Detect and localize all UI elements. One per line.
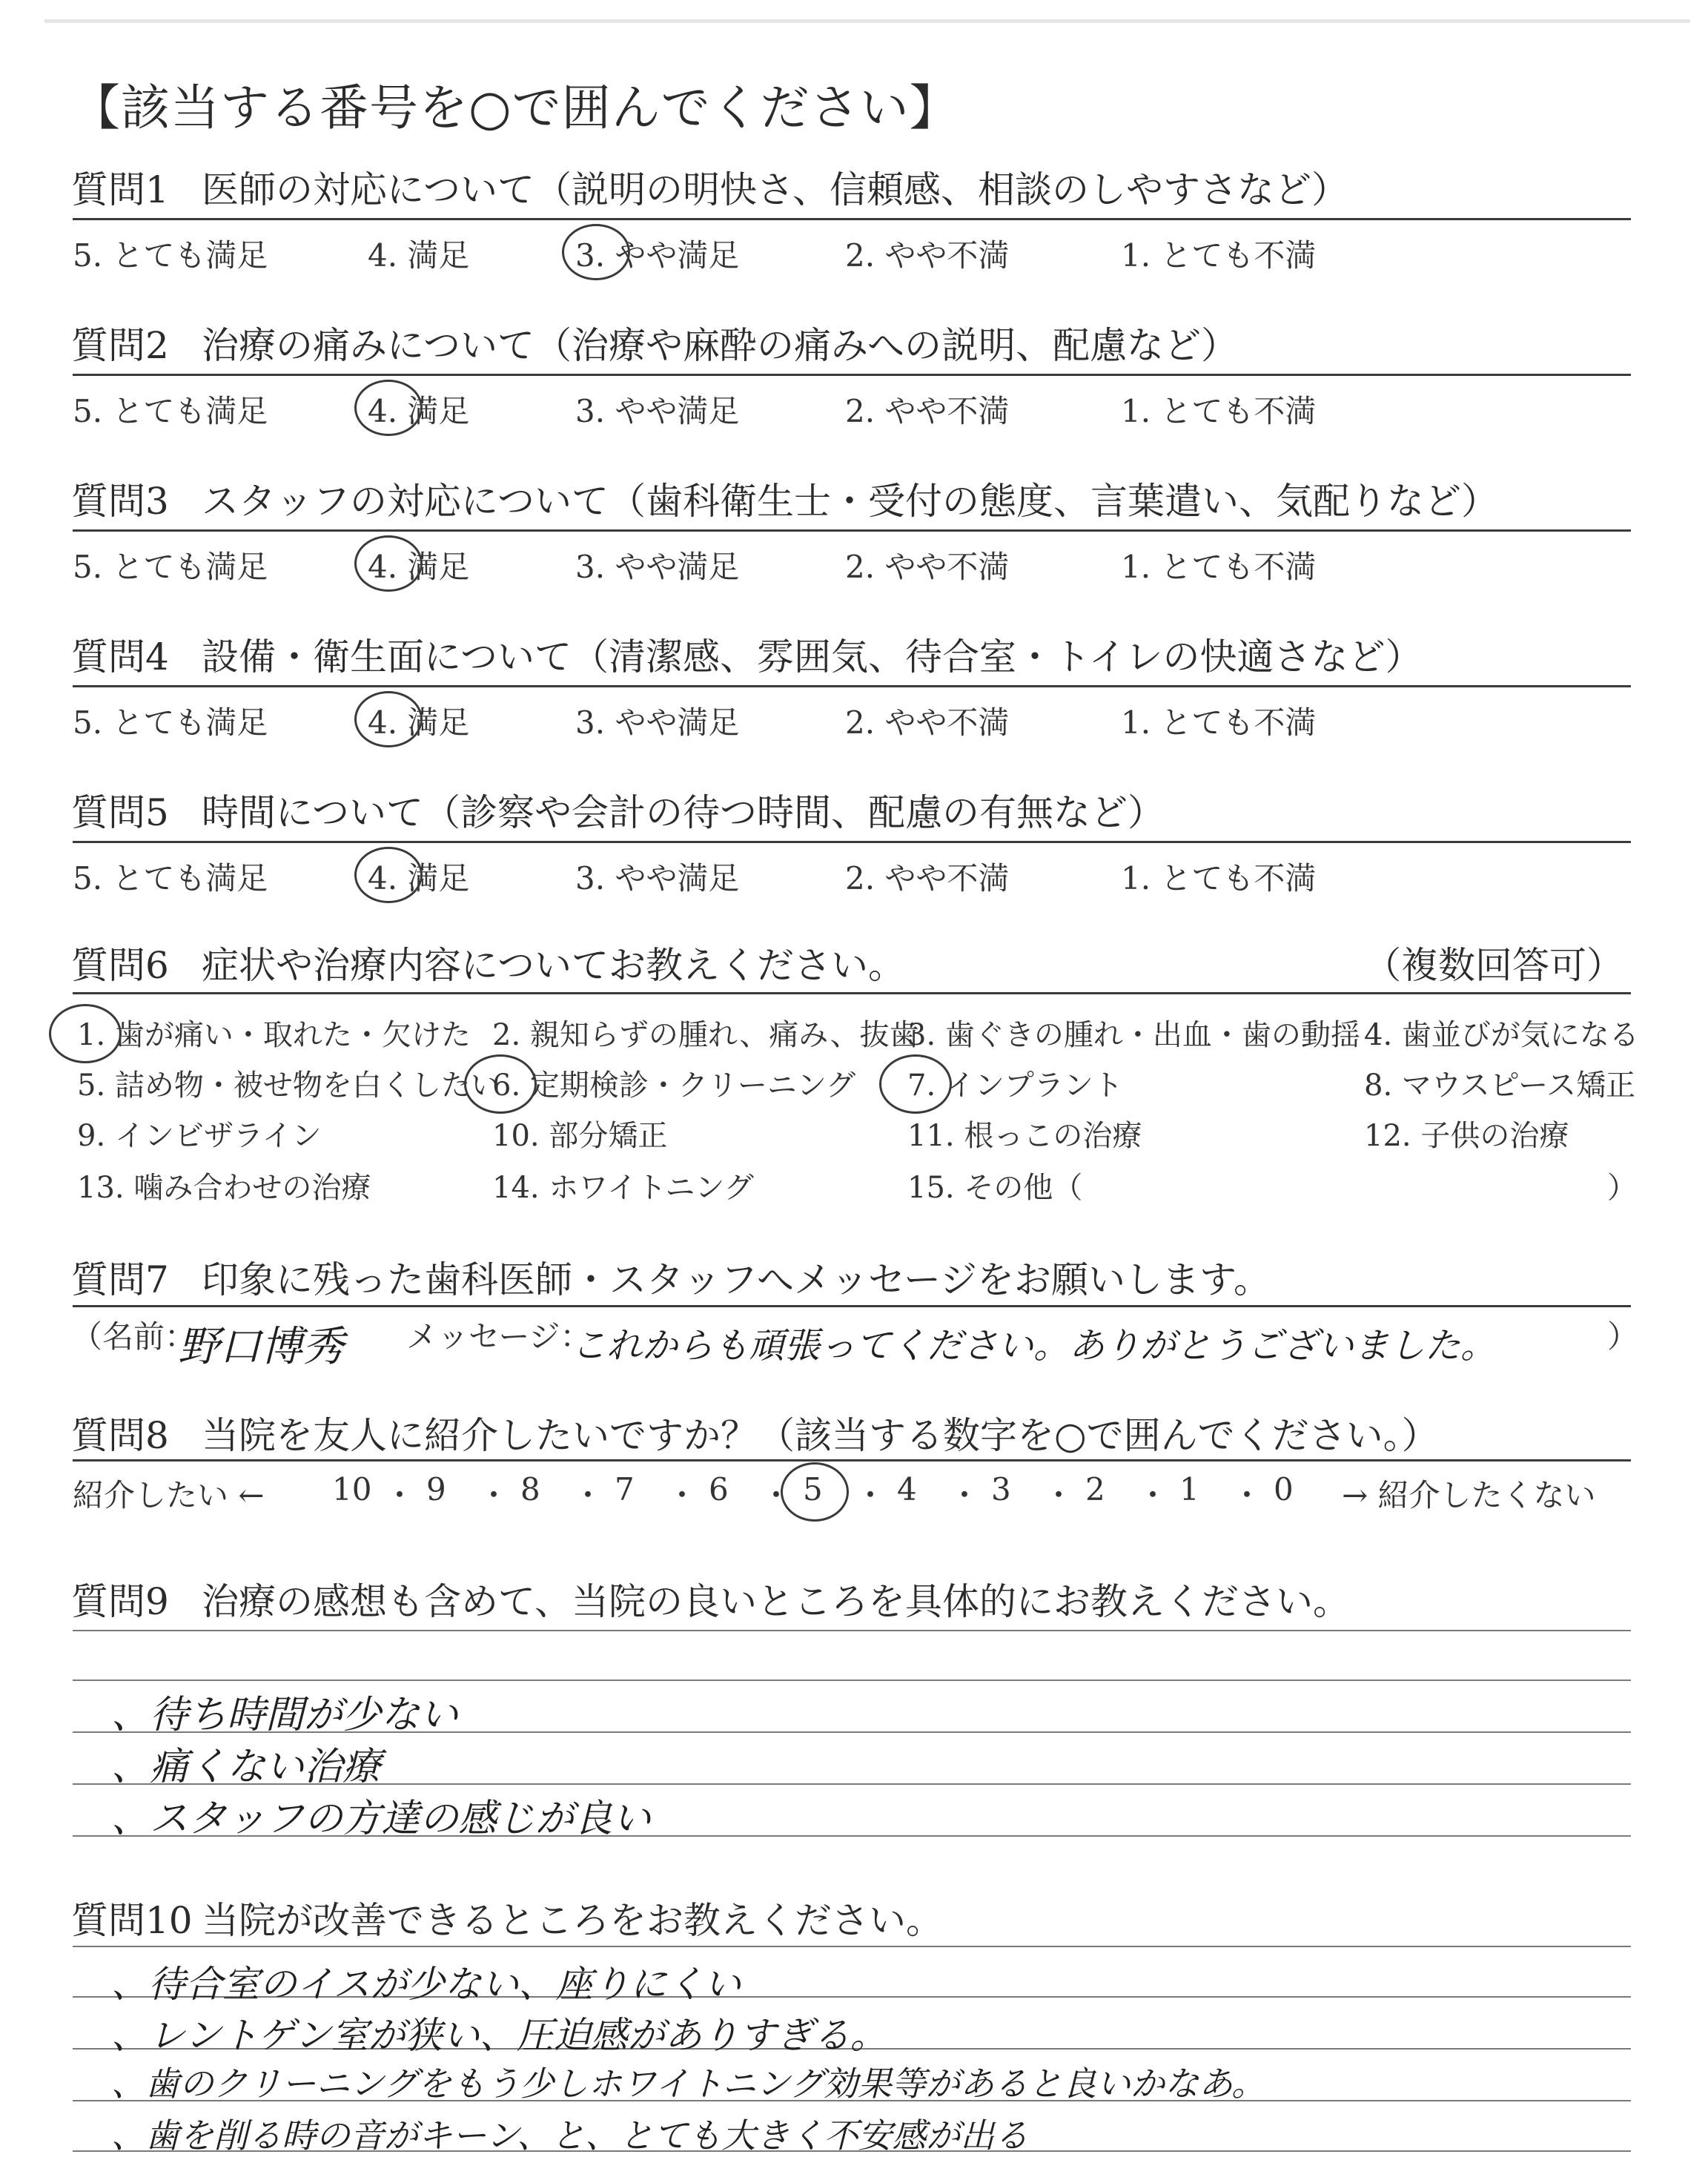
q8-scale-dot: ・ [1137,1477,1169,1513]
q7-name-value: 野口博秀 [178,1323,344,1371]
q5-option-5[interactable]: 5. とても満足 [73,860,268,896]
q8-scale-value[interactable]: 8 [520,1471,540,1507]
q4-selection-circle [354,691,423,747]
q6-note: （複数回答可） [1364,944,1623,987]
q2-label: 質問2 [71,324,169,367]
q3-rule [73,529,1631,532]
q6-item[interactable]: 5. 詰め物・被せ物を白くしたい [77,1069,500,1103]
q9-line [73,1630,1631,1631]
q10-answer: 、レントゲン室が狭い、圧迫感がありすぎる。 [111,2014,887,2057]
q5-option-3[interactable]: 3. やや満足 [575,860,740,896]
q3-text: スタッフの対応について（歯科衛生士・受付の態度、言葉遣い、気配りなど） [202,480,1498,523]
q1-option-5[interactable]: 5. とても満足 [73,237,268,274]
q9-answer: 、待ち時間が少ない [111,1693,459,1737]
q3-option-5[interactable]: 5. とても満足 [73,549,268,585]
q3-option-4[interactable]: 4. 満足 [368,549,470,585]
scan-top-edge [44,19,1690,23]
q4-option-1[interactable]: 1. とても不満 [1121,704,1317,741]
q7-label: 質問7 [71,1258,169,1301]
q8-scale-dot: ・ [855,1477,887,1513]
q2-rule [73,374,1631,376]
q6-item[interactable]: 9. インビザライン [77,1119,322,1153]
q8-selection-circle [781,1462,849,1522]
q4-label: 質問4 [71,635,169,678]
q5-selection-circle [354,847,423,903]
q1-option-1[interactable]: 1. とても不満 [1121,237,1317,274]
q8-scale-value[interactable]: 4 [897,1471,917,1507]
q6-item[interactable]: 1. 歯が痛い・取れた・欠けた [77,1018,471,1052]
q3-option-3[interactable]: 3. やや満足 [575,549,740,585]
q5-option-2[interactable]: 2. やや不満 [845,860,1010,896]
q1-option-4[interactable]: 4. 満足 [368,237,470,274]
q2-option-5[interactable]: 5. とても満足 [73,393,268,429]
q8-label: 質問8 [71,1414,169,1457]
q4-option-2[interactable]: 2. やや不満 [845,704,1010,741]
q6-item[interactable]: 12. 子供の治療 [1364,1119,1569,1153]
q2-text: 治療の痛みについて（治療や麻酔の痛みへの説明、配慮など） [202,324,1238,367]
q8-scale-dot: ・ [1231,1477,1263,1513]
q8-scale-dot: ・ [1043,1477,1075,1513]
q6-label: 質問6 [71,944,169,987]
q10-answer: 、待合室のイスが少ない、座りにくい [111,1963,741,2006]
q6-selection-circle [879,1054,952,1114]
q6-item[interactable]: 14. ホワイトニング [492,1171,754,1205]
q10-answer: 、歯を削る時の音がキーン、と、とても大きく不安感が出る [111,2116,1029,2156]
q6-item[interactable]: 11. 根っこの治療 [907,1119,1142,1153]
q8-scale-dot: ・ [478,1477,510,1513]
q8-scale-value[interactable]: 0 [1274,1471,1294,1507]
q3-selection-circle [354,535,423,592]
q7-rule [73,1305,1631,1307]
q8-scale-dot: ・ [761,1477,792,1513]
q10-label: 質問10 [71,1899,193,1942]
q8-scale-value[interactable]: 1 [1179,1471,1199,1507]
q8-left-label: 紹介したい ← [73,1477,265,1513]
q8-scale-dot: ・ [666,1477,698,1513]
q1-option-3[interactable]: 3. やや満足 [575,237,740,274]
q4-rule [73,685,1631,687]
q4-option-4[interactable]: 4. 満足 [368,704,470,741]
q2-option-2[interactable]: 2. やや不満 [845,393,1010,429]
q6-item[interactable]: 15. その他（ [907,1171,1083,1205]
q3-option-1[interactable]: 1. とても不満 [1121,549,1317,585]
q4-option-3[interactable]: 3. やや満足 [575,704,740,741]
q2-option-4[interactable]: 4. 満足 [368,393,470,429]
q5-label: 質問5 [71,791,169,834]
q6-rule [73,992,1631,994]
q1-option-2[interactable]: 2. やや不満 [845,237,1010,274]
q1-label: 質問1 [71,168,169,211]
q8-scale-value[interactable]: 2 [1085,1471,1105,1507]
q8-scale-value[interactable]: 9 [426,1471,446,1507]
q6-item[interactable]: 4. 歯並びが気になる [1364,1018,1639,1052]
q4-text: 設備・衛生面について（清潔感、雰囲気、待合室・トイレの快適さなど） [202,635,1423,678]
q5-option-1[interactable]: 1. とても不満 [1121,860,1317,896]
q3-option-2[interactable]: 2. やや不満 [845,549,1010,585]
q6-item[interactable]: 6. 定期検診・クリーニング [492,1069,856,1103]
q6-item[interactable]: 13. 噛み合わせの治療 [77,1171,371,1205]
q8-scale-dot: ・ [384,1477,416,1513]
q9-answer: 、痛くない治療 [111,1745,382,1789]
q7-close-paren: ） [1607,1318,1639,1355]
q6-selection-circle [464,1054,537,1114]
q2-option-3[interactable]: 3. やや満足 [575,393,740,429]
q7-text: 印象に残った歯科医師・スタッフへメッセージをお願いします。 [202,1258,1271,1301]
q6-item[interactable]: 2. 親知らずの腫れ、痛み、抜歯 [492,1018,919,1052]
q1-rule [73,218,1631,220]
q8-text: 当院を友人に紹介したいですか？（該当する数字を○で囲んでください。） [202,1414,1439,1457]
q9-label: 質問9 [71,1580,169,1623]
q6-text: 症状や治療内容についてお教えください。 [202,944,905,987]
q6-selection-circle [49,1004,122,1063]
q8-scale-value[interactable]: 7 [615,1471,635,1507]
page-header: 【該当する番号を○で囲んでください】 [71,79,959,136]
q8-scale-value[interactable]: 3 [991,1471,1011,1507]
q6-item[interactable]: 10. 部分矯正 [492,1119,668,1153]
q7-name-label: （名前： [71,1318,196,1355]
q2-selection-circle [354,380,423,436]
q9-answer: 、スタッフの方達の感じが良い [111,1797,652,1841]
q5-option-4[interactable]: 4. 満足 [368,860,470,896]
q1-selection-circle [562,224,630,280]
q9-text: 治療の感想も含めて、当院の良いところを具体的にお教えください。 [202,1580,1350,1623]
q7-message-value: これからも頑張ってください。ありがとうございました。 [571,1325,1497,1367]
q8-rule [73,1459,1631,1462]
q6-item[interactable]: 7. インプラント [907,1069,1123,1103]
q8-right-label: → 紹介したくない [1342,1477,1596,1513]
q8-scale-dot: ・ [949,1477,981,1513]
q9-line [73,1680,1631,1681]
q1-text: 医師の対応について（説明の明快さ、信頼感、相談のしやすさなど） [202,168,1348,211]
q6-item[interactable]: 8. マウスピース矯正 [1364,1069,1636,1103]
q4-option-5[interactable]: 5. とても満足 [73,704,268,741]
q2-option-1[interactable]: 1. とても不満 [1121,393,1317,429]
q8-scale-value[interactable]: 6 [709,1471,729,1507]
q5-text: 時間について（診察や会計の待つ時間、配慮の有無など） [202,791,1165,834]
q7-message-label: メッセージ： [406,1318,592,1355]
q10-line [73,1946,1631,1947]
q8-scale-value[interactable]: 10 [332,1471,372,1507]
q3-label: 質問3 [71,480,169,523]
q10-text: 当院が改善できるところをお教えください。 [202,1899,943,1942]
q6-close-paren: ） [1607,1171,1637,1205]
q10-answer: 、歯のクリーニングをもう少しホワイトニング効果等があると良いかなあ。 [111,2064,1266,2104]
q8-scale-dot: ・ [572,1477,604,1513]
q8-scale-value[interactable]: 5 [803,1471,823,1507]
q6-item[interactable]: 3. 歯ぐきの腫れ・出血・歯の動揺 [907,1018,1360,1052]
q5-rule [73,841,1631,843]
